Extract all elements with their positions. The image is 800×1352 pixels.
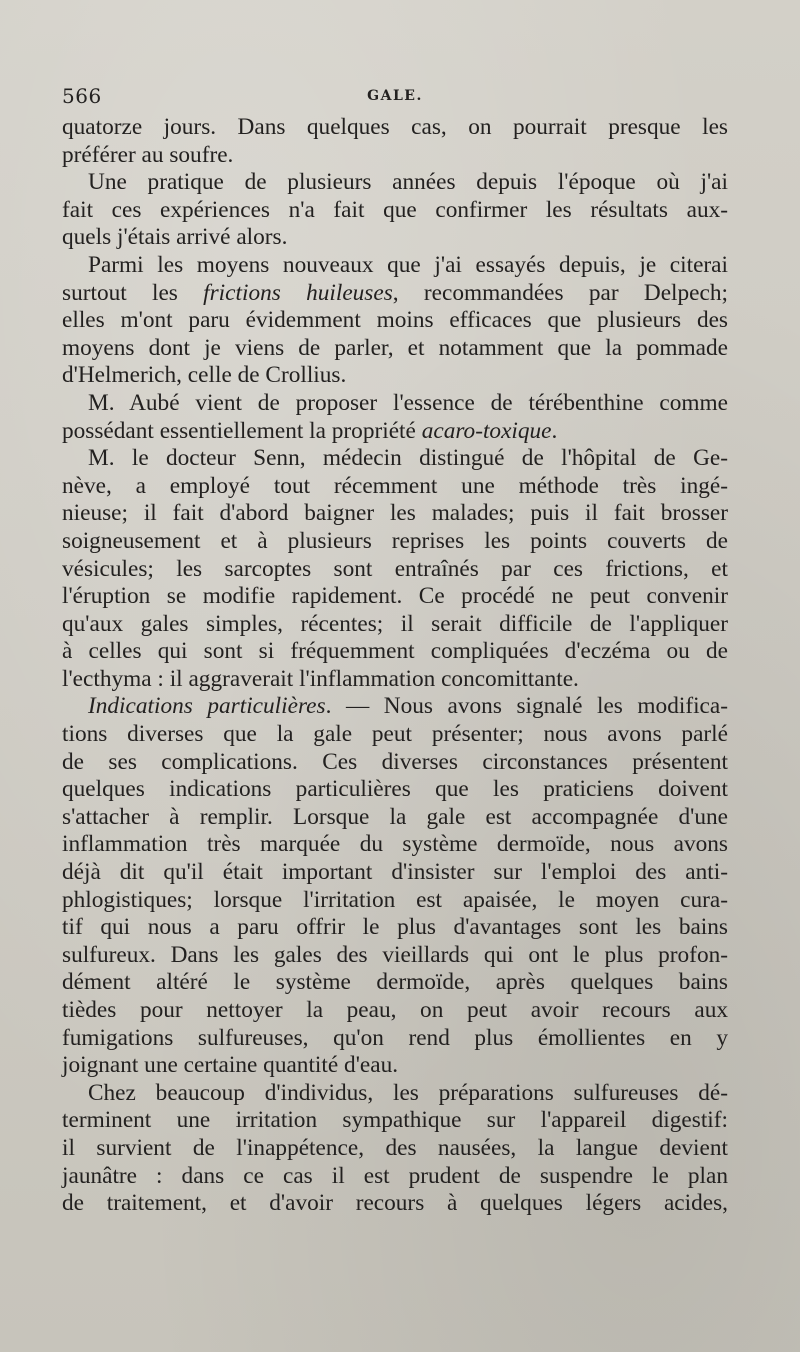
line-text: dément altéré le système dermoïde, après quelques bains [62, 969, 728, 996]
line-text: d'Helmerich, celle de Crollius. [62, 362, 347, 389]
text-line [62, 1025, 728, 1053]
line-text: s'attacher à remplir. Lorsque la gale est accompagnée d'une [62, 803, 728, 830]
text-line [62, 611, 728, 639]
text-line [62, 1080, 728, 1108]
line-text: Une pratique de plusieurs années depuis l'époque où j'ai [88, 169, 728, 196]
line-text: quelques indications particulières que les praticiens doivent [62, 776, 728, 803]
line-text: préférer au soufre. [62, 141, 234, 168]
line-text-continued: . [551, 417, 558, 444]
line-text: sulfureux. Dans les gales des vieillards qui ont le plus profon- [62, 941, 728, 968]
text-line [62, 528, 728, 556]
body-text [62, 114, 728, 1218]
line-text: joignant une certaine quantité d'eau. [62, 1052, 399, 1079]
line-text: qu'aux gales simples, récentes; il serait difficile de l'appliquer [62, 610, 728, 637]
line-text: moyens dont je viens de parler, et notamment que la pommade [62, 334, 728, 361]
text-line [62, 445, 728, 473]
line-text-continued: , recommandées par Delpech; [392, 279, 728, 306]
line-text: il survient de l'inappétence, des nausées, la langue devient [62, 1134, 728, 1161]
text-line [62, 500, 728, 528]
line-text: surtout les [62, 279, 204, 306]
text-line [62, 969, 728, 997]
text-line [62, 666, 728, 694]
text-line [62, 197, 728, 225]
text-line [62, 280, 728, 308]
line-text: fumigations sulfureuses, qu'on rend plus émollientes en y [62, 1024, 728, 1051]
line-text: M. le docteur Senn, médecin distingué de l'hôpital de Ge- [88, 445, 728, 472]
text-line [62, 418, 728, 446]
line-text: M. Aubé vient de proposer l'essence de térébenthine comme [88, 389, 728, 416]
text-line [62, 831, 728, 859]
line-text: elles m'ont paru évidemment moins efficaces que plusieurs des [62, 307, 728, 334]
text-line [62, 1163, 728, 1191]
text-line [62, 721, 728, 749]
text-line [62, 887, 728, 915]
text-line [62, 776, 728, 804]
line-text: déjà dit qu'il était important d'insister sur l'emploi des anti- [62, 859, 728, 886]
text-line [62, 1052, 728, 1080]
line-text: de ses complications. Ces diverses circonstances présentent [62, 748, 728, 775]
line-text: de traitement, et d'avoir recours à quelques légers acides, [62, 1190, 728, 1217]
text-line [62, 335, 728, 363]
line-text: nieuse; il fait d'abord baigner les malades; puis il fait brosser [62, 500, 728, 527]
line-text: Chez beaucoup d'individus, les préparations sulfureuses dé- [88, 1079, 728, 1106]
text-line [62, 114, 728, 142]
line-text-continued: . — Nous avons signalé les modifica- [325, 693, 728, 720]
text-line [62, 390, 728, 418]
text-line [62, 997, 728, 1025]
text-line [62, 224, 728, 252]
line-text: nève, a employé tout récemment une méthode très ingé- [62, 472, 728, 499]
line-text: à celles qui sont si fréquemment compliquées d'eczéma ou de [62, 638, 728, 665]
line-text: tif qui nous a paru offrir le plus d'avantages sont les bains [62, 914, 728, 941]
text-line [62, 638, 728, 666]
line-text: l'ecthyma : il aggraverait l'inflammation concomittante. [62, 665, 579, 692]
text-line [62, 307, 728, 335]
page-header [62, 84, 728, 112]
text-line [62, 693, 728, 721]
italic-term: frictions huileuses [203, 279, 393, 306]
line-text: fait ces expériences n'a fait que confirmer les résultats aux- [62, 196, 728, 223]
text-line [62, 1135, 728, 1163]
line-text: tièdes pour nettoyer la peau, on peut avoir recours aux [62, 997, 728, 1023]
text-line [62, 362, 728, 390]
text-line [62, 473, 728, 501]
text-line [62, 142, 728, 170]
italic-term: Indications particulières [88, 693, 326, 720]
line-text: quatorze jours. Dans quelques cas, on pourrait presque les [62, 114, 728, 140]
text-line [62, 556, 728, 584]
line-text: tions diverses que la gale peut présenter; nous avons parlé [62, 721, 728, 748]
text-line [62, 942, 728, 970]
running-head: GALE. [367, 88, 423, 104]
text-line [62, 1107, 728, 1135]
line-text: Parmi les moyens nouveaux que j'ai essayés depuis, je citerai [88, 251, 728, 278]
line-text: quels j'étais arrivé alors. [62, 224, 288, 251]
line-text: phlogistiques; lorsque l'irritation est apaisée, le moyen cura- [62, 886, 728, 913]
italic-term: acaro-toxique [421, 417, 552, 444]
line-text: terminent une irritation sympathique sur l'appareil digestif: [62, 1107, 728, 1134]
line-text: l'éruption se modifie rapidement. Ce procédé ne peut convenir [62, 583, 728, 610]
line-text: jaunâtre : dans ce cas il est prudent de suspendre le plan [62, 1162, 728, 1189]
text-line [62, 252, 728, 280]
text-line [62, 169, 728, 197]
line-text: vésicules; les sarcoptes sont entraînés par ces frictions, et [62, 555, 728, 582]
text-line [62, 859, 728, 887]
text-line [62, 749, 728, 777]
text-line [62, 914, 728, 942]
line-text: inflammation très marquée du système dermoïde, nous avons [62, 831, 728, 858]
text-line [62, 804, 728, 832]
line-text: soigneusement et à plusieurs reprises les points couverts de [62, 527, 728, 554]
text-line [62, 1190, 728, 1218]
line-text: possédant essentiellement la propriété [62, 417, 422, 444]
text-line [62, 583, 728, 611]
page-number: 566 [62, 84, 102, 108]
